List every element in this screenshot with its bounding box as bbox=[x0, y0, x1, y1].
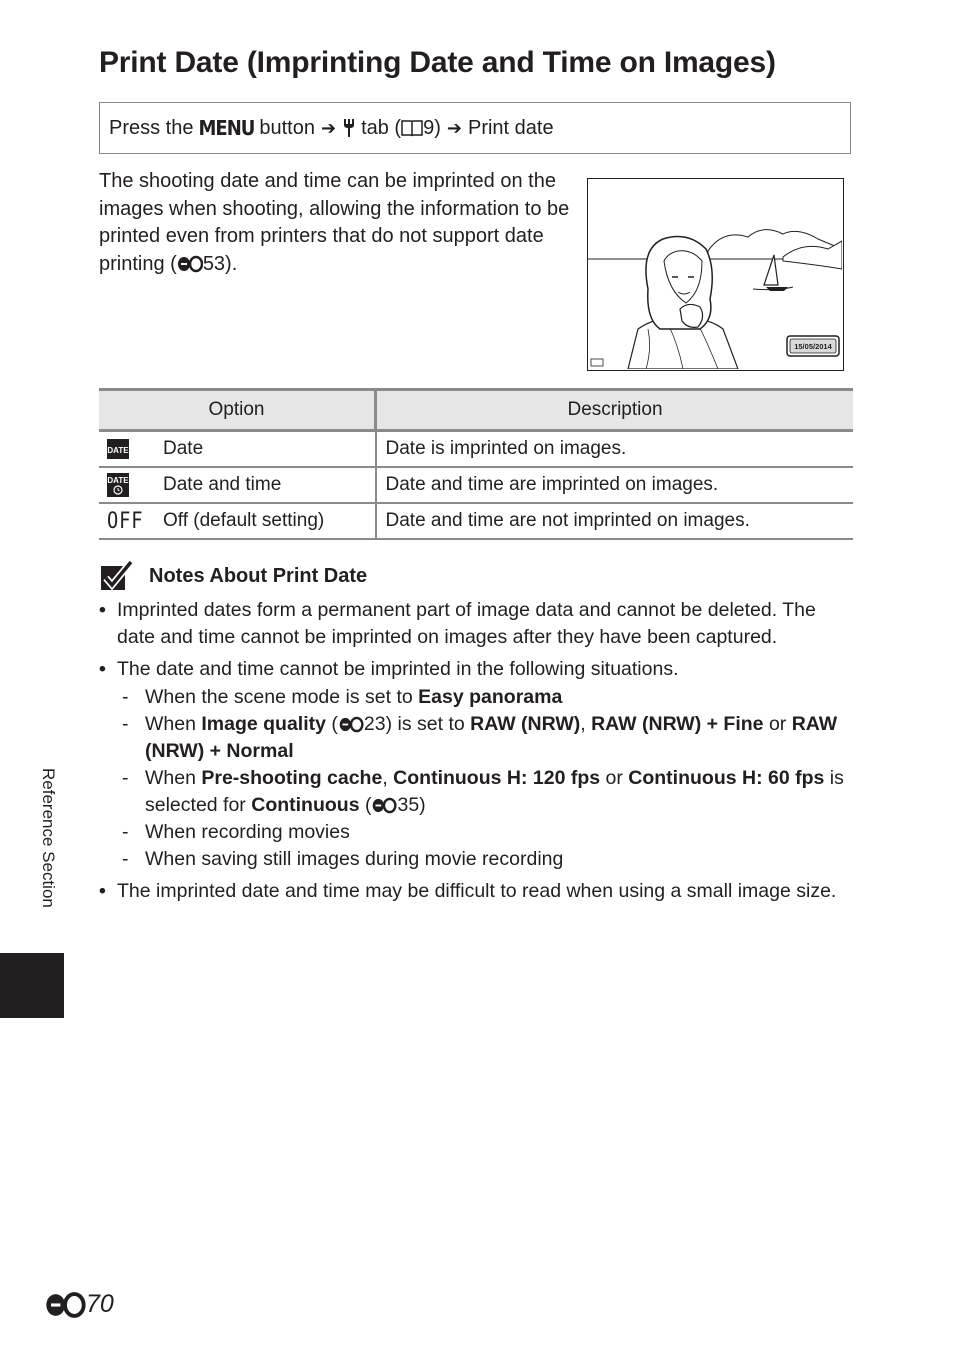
sub-list-item: - When recording movies bbox=[99, 819, 854, 846]
nav-target-text: Print date bbox=[467, 116, 554, 139]
off-icon: OFF bbox=[107, 508, 144, 534]
notes-heading-text: Notes About Print Date bbox=[149, 564, 368, 587]
nav-tab-text: tab ( bbox=[361, 116, 402, 139]
nav-ref-text: 9) bbox=[423, 116, 441, 139]
option-description: Date and time are not imprinted on images. bbox=[376, 503, 854, 539]
date-time-stamp-icon bbox=[99, 473, 163, 497]
option-label: Date and time bbox=[163, 474, 282, 495]
menu-path-box bbox=[99, 102, 851, 154]
intro-ref: 53). bbox=[202, 252, 238, 275]
notes-list bbox=[99, 597, 854, 910]
option-description: Date is imprinted on images. bbox=[376, 431, 854, 468]
e-section-icon bbox=[338, 716, 364, 733]
check-note-icon bbox=[101, 560, 135, 592]
nav-press-text: Press the bbox=[109, 116, 194, 139]
e-section-icon bbox=[371, 797, 397, 814]
e-section-icon bbox=[44, 1291, 86, 1319]
nav-button-text: button bbox=[259, 116, 315, 139]
e-section-icon bbox=[177, 255, 203, 273]
sub-list-item: - When the scene mode is set to Easy panorama bbox=[99, 684, 854, 711]
menu-button-glyph: MENU bbox=[198, 116, 255, 140]
imprinted-date-stamp: 15/05/2014 bbox=[794, 342, 832, 351]
page-number-text: 70 bbox=[86, 1290, 114, 1318]
sub-list-item: - When Image quality ( 23) is set to RAW (NRW), RAW (NRW) + Fine or RAW (NRW) + Normal bbox=[99, 711, 854, 765]
table-row bbox=[99, 503, 853, 539]
option-label: Date bbox=[163, 438, 204, 459]
intro-text: The shooting date and time can be imprinted on the images when shooting, allowing the information to be printed even from printers that do not support date printing ( bbox=[99, 170, 570, 275]
book-ref-icon bbox=[401, 119, 423, 137]
arrow-right-icon: ➔ bbox=[320, 117, 337, 138]
intro-paragraph bbox=[99, 168, 574, 278]
arrow-right-icon-2: ➔ bbox=[446, 117, 462, 138]
list-item: • Imprinted dates form a permanent part of image data and cannot be deleted. The date and time cannot be imprinted on images after they have been captured. bbox=[99, 597, 854, 651]
section-tab-marker bbox=[0, 953, 64, 1018]
list-item: • The imprinted date and time may be difficult to read when using a small image size. bbox=[99, 878, 854, 905]
table-header-row bbox=[99, 390, 853, 431]
section-tab-label: Reference Section bbox=[39, 768, 58, 908]
sub-list-item: - When saving still images during movie recording bbox=[99, 846, 854, 873]
options-table bbox=[99, 388, 853, 540]
page-title: Print Date (Imprinting Date and Time on Images) bbox=[99, 46, 776, 79]
sample-image-illustration bbox=[587, 178, 844, 371]
page-number bbox=[44, 1290, 114, 1319]
list-item: • The date and time cannot be imprinted in the following situations. bbox=[99, 656, 854, 683]
option-label: Off (default setting) bbox=[163, 510, 325, 531]
svg-text:DATE: DATE bbox=[107, 446, 129, 455]
table-row bbox=[99, 467, 853, 503]
option-description: Date and time are imprinted on images. bbox=[376, 467, 854, 503]
table-row bbox=[99, 431, 853, 468]
description-column-header: Description bbox=[376, 390, 854, 431]
wrench-setup-icon bbox=[342, 118, 356, 138]
option-column-header: Option bbox=[99, 390, 376, 431]
sub-list-item: - When Pre-shooting cache, Continuous H: 120 fps or Continuous H: 60 fps is selected for Continuous ( 35) bbox=[99, 765, 854, 819]
notes-heading bbox=[101, 560, 367, 592]
date-stamp-icon bbox=[99, 438, 163, 460]
svg-text:DATE: DATE bbox=[107, 476, 129, 485]
